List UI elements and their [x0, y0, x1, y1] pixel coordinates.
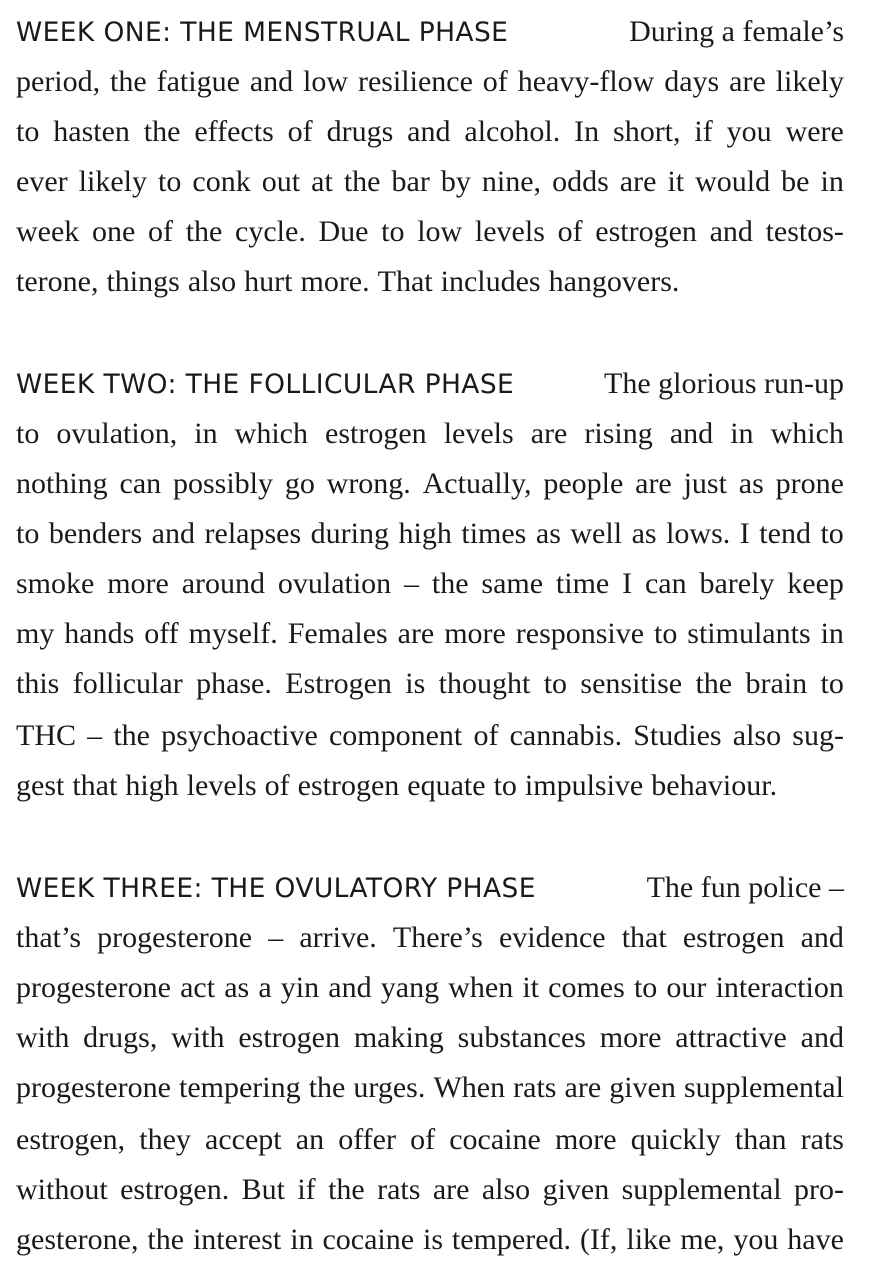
word: interaction [715, 971, 844, 1004]
word: are [564, 1071, 602, 1104]
word: hands [64, 617, 135, 650]
text-line [16, 1120, 844, 1160]
word: that’s [16, 921, 81, 954]
word: are [635, 467, 672, 500]
word: are [619, 165, 657, 198]
word: supplemental [621, 1173, 782, 1206]
word: the [185, 215, 223, 248]
word: possibly [172, 467, 273, 500]
word: offer [338, 1123, 396, 1156]
word: a [258, 971, 272, 1004]
word: myself. [188, 617, 278, 650]
word: estrogen [595, 215, 697, 248]
word: the [308, 1071, 346, 1104]
word: gesterone, [16, 1223, 139, 1256]
word: can [644, 567, 687, 600]
word: in [820, 617, 844, 650]
word: and [328, 971, 372, 1004]
word: – [268, 921, 284, 954]
word: as [224, 971, 250, 1004]
word: one [91, 215, 136, 248]
text-line [16, 262, 844, 302]
word: to [16, 517, 40, 550]
word: yin [280, 971, 320, 1004]
word: likely [78, 165, 147, 198]
word: cocaine [449, 1123, 541, 1156]
word: in [820, 165, 844, 198]
word: go [284, 467, 315, 500]
word: urges. [353, 1071, 426, 1104]
word: are [729, 65, 766, 98]
word: interest [192, 1223, 282, 1256]
word: and [709, 215, 753, 248]
word: levels [443, 417, 514, 450]
word: progesterone [97, 921, 253, 954]
word: and [800, 921, 844, 954]
word: during [310, 517, 389, 550]
word: smoke [16, 567, 95, 600]
section-heading: WEEK TWO: THE FOLLICULAR PHASE [16, 369, 515, 400]
word: just [683, 467, 727, 500]
word: of [482, 65, 508, 98]
line-text: The glorious run-up [604, 367, 844, 400]
word: drugs [326, 115, 394, 148]
word: rats [513, 1071, 557, 1104]
word: that [621, 921, 667, 954]
word: Studies [633, 719, 722, 752]
word: tempered. [451, 1223, 572, 1256]
word: and [669, 417, 714, 450]
word: drugs, [83, 1021, 158, 1054]
word: have [787, 1223, 844, 1256]
word: it [667, 165, 685, 198]
word: equate [407, 769, 486, 802]
word: out [261, 165, 301, 198]
word: people [543, 467, 624, 500]
text-line [16, 514, 844, 554]
text-line [16, 918, 844, 958]
word: sensitise [580, 667, 683, 700]
word: around [181, 567, 265, 600]
word: well [570, 517, 623, 550]
text-line [16, 868, 844, 908]
word: you [726, 115, 772, 148]
word: bar [391, 165, 430, 198]
word: be [781, 165, 810, 198]
word: to [633, 971, 658, 1004]
word: levels [474, 215, 545, 248]
word: if [694, 115, 713, 148]
word: Females [287, 617, 388, 650]
word: rats [377, 1173, 421, 1206]
word: cocaine [322, 1223, 415, 1256]
word: with [171, 1021, 225, 1054]
text-line [16, 1220, 844, 1260]
word: days [664, 65, 720, 98]
word: is [422, 1223, 443, 1256]
word: hasten [53, 115, 130, 148]
word: short, [613, 115, 681, 148]
word: week [16, 215, 80, 248]
word: were [785, 115, 844, 148]
word: nothing [16, 467, 108, 500]
word: with [16, 1021, 70, 1054]
word: my [16, 617, 55, 650]
word: hangovers. [548, 265, 680, 298]
word: THC [16, 719, 76, 752]
word: period, [16, 65, 101, 98]
word: progesterone [16, 1071, 171, 1104]
word: time [555, 567, 610, 600]
word: heavy-flow [517, 65, 655, 98]
section-heading: WEEK THREE: THE OVULATORY PHASE [16, 873, 536, 904]
word: levels [186, 769, 257, 802]
word: to [158, 165, 182, 198]
text-line [16, 112, 844, 152]
text-line [16, 716, 844, 756]
word: resilience [357, 65, 473, 98]
word: benders [48, 517, 143, 550]
word: of [557, 215, 583, 248]
word: In [574, 115, 600, 148]
word: the [110, 65, 147, 98]
word: to [381, 215, 405, 248]
word: if [297, 1173, 316, 1206]
word: alcohol. [464, 115, 561, 148]
word: supplemental [683, 1071, 844, 1104]
word: of [264, 769, 290, 802]
word: the [695, 667, 733, 700]
word: high [125, 769, 179, 802]
text-line [16, 364, 844, 404]
word: tend [759, 517, 811, 550]
word: component [328, 719, 463, 752]
word: ever [16, 165, 68, 198]
word: low [417, 215, 463, 248]
word: stimulants [687, 617, 811, 650]
word: without [16, 1173, 108, 1206]
word: more. [300, 265, 370, 298]
word: testos- [765, 215, 844, 248]
word: more [599, 1021, 662, 1054]
word: attractive [675, 1021, 787, 1054]
section-heading: WEEK ONE: THE MENSTRUAL PHASE [16, 17, 509, 48]
word: is [405, 667, 426, 700]
word: relapses [204, 517, 302, 550]
word: ovulation, [56, 417, 178, 450]
word: barely [699, 567, 775, 600]
word: more [554, 1123, 617, 1156]
text-line [16, 1068, 844, 1108]
word: I [739, 517, 750, 550]
word: making [353, 1021, 444, 1054]
word: as [738, 467, 764, 500]
word: are [397, 617, 435, 650]
word: things [106, 265, 180, 298]
word: wrong. [326, 467, 411, 500]
word: nine, [481, 165, 542, 198]
word: prone [775, 467, 844, 500]
text-line [16, 212, 844, 252]
word: and [249, 65, 294, 98]
word: the [328, 1173, 365, 1206]
word: which [234, 417, 308, 450]
word: gest [16, 769, 65, 802]
line-text: During a female’s [629, 15, 844, 48]
word: high [398, 517, 452, 550]
word: as [535, 517, 561, 550]
word: times [461, 517, 527, 550]
word: accept [205, 1123, 282, 1156]
text-line [16, 1018, 844, 1058]
word: the [431, 567, 469, 600]
word: conk [192, 165, 251, 198]
word: likely [775, 65, 844, 98]
word: progesterone [16, 971, 171, 1004]
text-line [16, 414, 844, 454]
word: rats [800, 1123, 844, 1156]
text-line [16, 564, 844, 604]
word: the [147, 1223, 185, 1256]
word: at [311, 165, 333, 198]
word: (If, [579, 1223, 618, 1256]
word: to [543, 667, 568, 700]
word: rising [584, 417, 653, 450]
word: the [113, 719, 150, 752]
word: sug- [792, 719, 844, 752]
text-line [16, 464, 844, 504]
word: psychoactive [161, 719, 318, 752]
word: are [530, 417, 568, 450]
word: evidence [498, 921, 606, 954]
word: to [820, 667, 844, 700]
word: tempering [179, 1071, 301, 1104]
word: also [481, 1173, 531, 1206]
word: thought [438, 667, 531, 700]
word: they [139, 1123, 191, 1156]
word: hurt [244, 265, 293, 298]
word: lows. [666, 517, 731, 550]
text-line [16, 162, 844, 202]
word: arrive. [299, 921, 377, 954]
word: follicular [72, 667, 183, 700]
text-line [16, 968, 844, 1008]
word: the [143, 115, 181, 148]
word: But [241, 1173, 285, 1206]
word: low [303, 65, 349, 98]
word: that [72, 769, 118, 802]
word: cannabis. [509, 719, 623, 752]
text-line [16, 614, 844, 654]
word: would [695, 165, 771, 198]
word: more [107, 567, 169, 600]
word: to [16, 417, 40, 450]
word: brain [745, 667, 808, 700]
text-line [16, 12, 844, 52]
word: There’s [392, 921, 483, 954]
word: act [180, 971, 216, 1004]
word: this [16, 667, 60, 700]
word: includes [440, 265, 541, 298]
word: by [440, 165, 471, 198]
word: effects [194, 115, 274, 148]
word: Actually, [422, 467, 532, 500]
word: fatigue [156, 65, 240, 98]
word: and [151, 517, 195, 550]
word: given [542, 1173, 610, 1206]
word: as [631, 517, 657, 550]
word: the [343, 165, 381, 198]
word: also [732, 719, 782, 752]
word: I [622, 567, 633, 600]
word: given [609, 1071, 676, 1104]
word: estrogen. [120, 1173, 230, 1206]
word: in [730, 417, 754, 450]
word: of [148, 215, 173, 248]
word: than [734, 1123, 787, 1156]
word: of [410, 1123, 436, 1156]
word: estrogen, [16, 1123, 126, 1156]
line-text: The fun police – [646, 871, 844, 904]
word: to [16, 115, 40, 148]
word: it [522, 971, 540, 1004]
word: yang [380, 971, 440, 1004]
word: which [770, 417, 844, 450]
word: more [444, 617, 506, 650]
word: also [187, 265, 237, 298]
word: are [432, 1173, 470, 1206]
word: of [287, 115, 313, 148]
text-line [16, 1170, 844, 1210]
word: an [295, 1123, 325, 1156]
word: – [87, 719, 103, 752]
word: behaviour. [651, 769, 778, 802]
text-line [16, 766, 844, 806]
word: estrogen [682, 921, 785, 954]
word: cycle. [235, 215, 306, 248]
word: to [654, 617, 678, 650]
word: you [733, 1223, 779, 1256]
word: me, [680, 1223, 725, 1256]
word: – [404, 567, 420, 600]
word: responsive [515, 617, 645, 650]
word: off [144, 617, 179, 650]
word: estrogen [238, 1021, 340, 1054]
word: in [194, 417, 218, 450]
word: to [493, 769, 517, 802]
word: When [433, 1071, 506, 1104]
word: in [290, 1223, 314, 1256]
word: and [407, 115, 451, 148]
word: and [800, 1021, 844, 1054]
word: pro- [793, 1173, 844, 1206]
word: of [473, 719, 499, 752]
word: Estrogen [285, 667, 392, 700]
word: can [119, 467, 162, 500]
word: estrogen [325, 417, 427, 450]
word: estrogen [297, 769, 400, 802]
word: quickly [630, 1123, 721, 1156]
word: impulsive [524, 769, 644, 802]
word: terone, [16, 265, 99, 298]
word: phase. [196, 667, 272, 700]
word: when [448, 971, 514, 1004]
word: keep [787, 567, 844, 600]
word: same [481, 567, 544, 600]
word: substances [457, 1021, 586, 1054]
text-line [16, 62, 844, 102]
word: Due [318, 215, 369, 248]
word: like [626, 1223, 672, 1256]
word: our [666, 971, 707, 1004]
word: ovulation [277, 567, 392, 600]
word: to [820, 517, 844, 550]
text-line [16, 664, 844, 704]
word: That [377, 265, 433, 298]
word: odds [552, 165, 609, 198]
word: comes [548, 971, 625, 1004]
